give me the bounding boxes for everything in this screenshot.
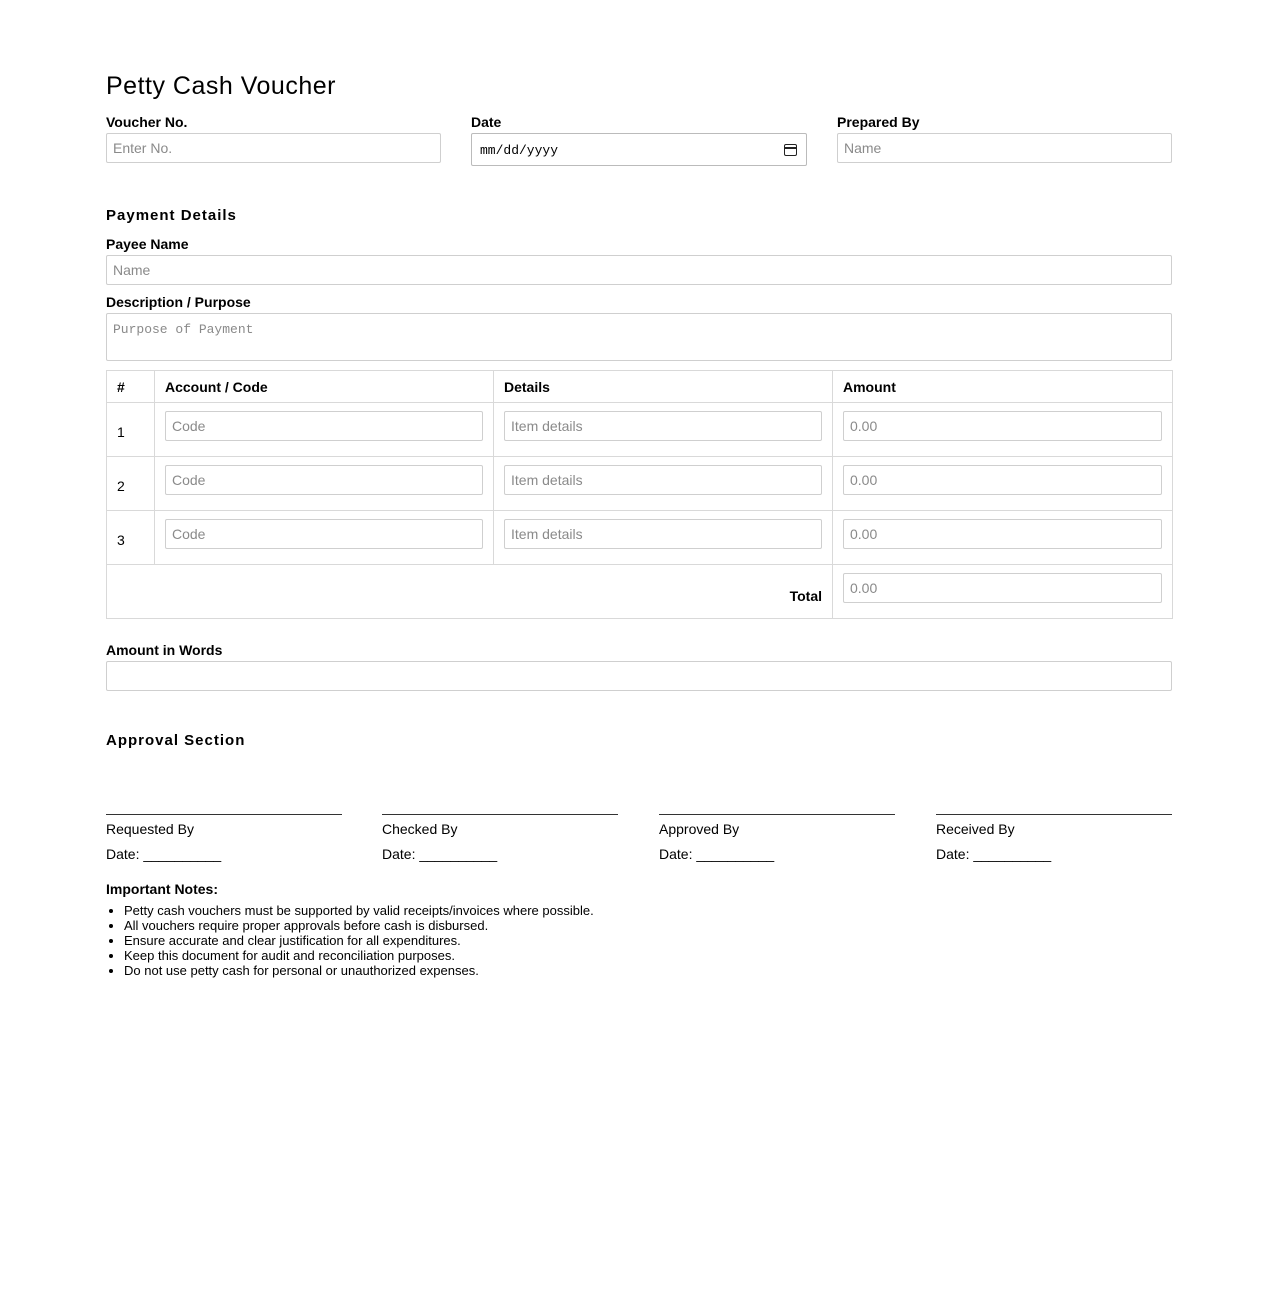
items-table — [106, 370, 1173, 619]
item-details-input[interactable] — [504, 465, 822, 495]
list-item: • Keep this document for audit and reconciliation purposes. — [124, 948, 594, 963]
checked-by-date: Date: __________ — [382, 846, 498, 862]
approved-by-label: Approved By — [659, 821, 740, 837]
date-label: Date — [471, 114, 502, 130]
notes-list — [106, 903, 594, 978]
date-placeholder: mm/dd/yyyy — [480, 143, 559, 158]
table-row — [107, 403, 1173, 457]
row-number: 1 — [107, 403, 155, 457]
list-item: • Ensure accurate and clear justification for all expenditures. — [124, 933, 594, 948]
amount-input[interactable] — [843, 411, 1162, 441]
requested-by-label: Requested By — [106, 821, 194, 837]
column-header: Details — [494, 371, 833, 403]
amount-in-words-label: Amount in Words — [106, 642, 223, 658]
payee-name-input[interactable] — [106, 255, 1172, 285]
column-header: Amount — [833, 371, 1173, 403]
item-details-input[interactable] — [504, 519, 822, 549]
account-code-input[interactable] — [165, 465, 483, 495]
approved-by-date: Date: __________ — [659, 846, 775, 862]
voucher-no-input[interactable] — [106, 133, 441, 163]
checked-by-label: Checked By — [382, 821, 458, 837]
received-by-label: Received By — [936, 821, 1015, 837]
table-row — [107, 457, 1173, 511]
item-details-input[interactable] — [504, 411, 822, 441]
list-item: • Petty cash vouchers must be supported by valid receipts/invoices where possible. — [124, 903, 594, 918]
column-header: # — [107, 371, 155, 403]
payee-name-label: Payee Name — [106, 236, 189, 252]
signature-line — [106, 814, 342, 815]
list-item: • All vouchers require proper approvals before cash is disbursed. — [124, 918, 594, 933]
total-row — [107, 565, 1173, 619]
row-number: 3 — [107, 511, 155, 565]
prepared-by-input[interactable] — [837, 133, 1172, 163]
description-label: Description / Purpose — [106, 294, 251, 310]
account-code-input[interactable] — [165, 519, 483, 549]
voucher-no-label: Voucher No. — [106, 114, 188, 130]
list-item: • Do not use petty cash for personal or unauthorized expenses. — [124, 963, 594, 978]
column-header: Account / Code — [155, 371, 494, 403]
description-textarea[interactable] — [106, 313, 1172, 361]
page-title: Petty Cash Voucher — [106, 72, 336, 100]
date-input[interactable] — [471, 133, 807, 166]
received-by-date: Date: __________ — [936, 846, 1052, 862]
table-row — [107, 511, 1173, 565]
account-code-input[interactable] — [165, 411, 483, 441]
signature-line — [382, 814, 618, 815]
signature-line — [659, 814, 895, 815]
requested-by-date: Date: __________ — [106, 846, 222, 862]
total-label: Total — [107, 565, 833, 619]
amount-input[interactable] — [843, 519, 1162, 549]
signature-line — [936, 814, 1172, 815]
amount-input[interactable] — [843, 465, 1162, 495]
calendar-icon[interactable] — [784, 144, 797, 156]
total-amount-input[interactable] — [843, 573, 1162, 603]
table-header-row — [107, 371, 1173, 403]
approval-section-heading: Approval Section — [106, 732, 246, 749]
payment-details-heading: Payment Details — [106, 207, 237, 224]
amount-in-words-input[interactable] — [106, 661, 1172, 691]
row-number: 2 — [107, 457, 155, 511]
prepared-by-label: Prepared By — [837, 114, 920, 130]
notes-title: Important Notes: — [106, 881, 218, 897]
